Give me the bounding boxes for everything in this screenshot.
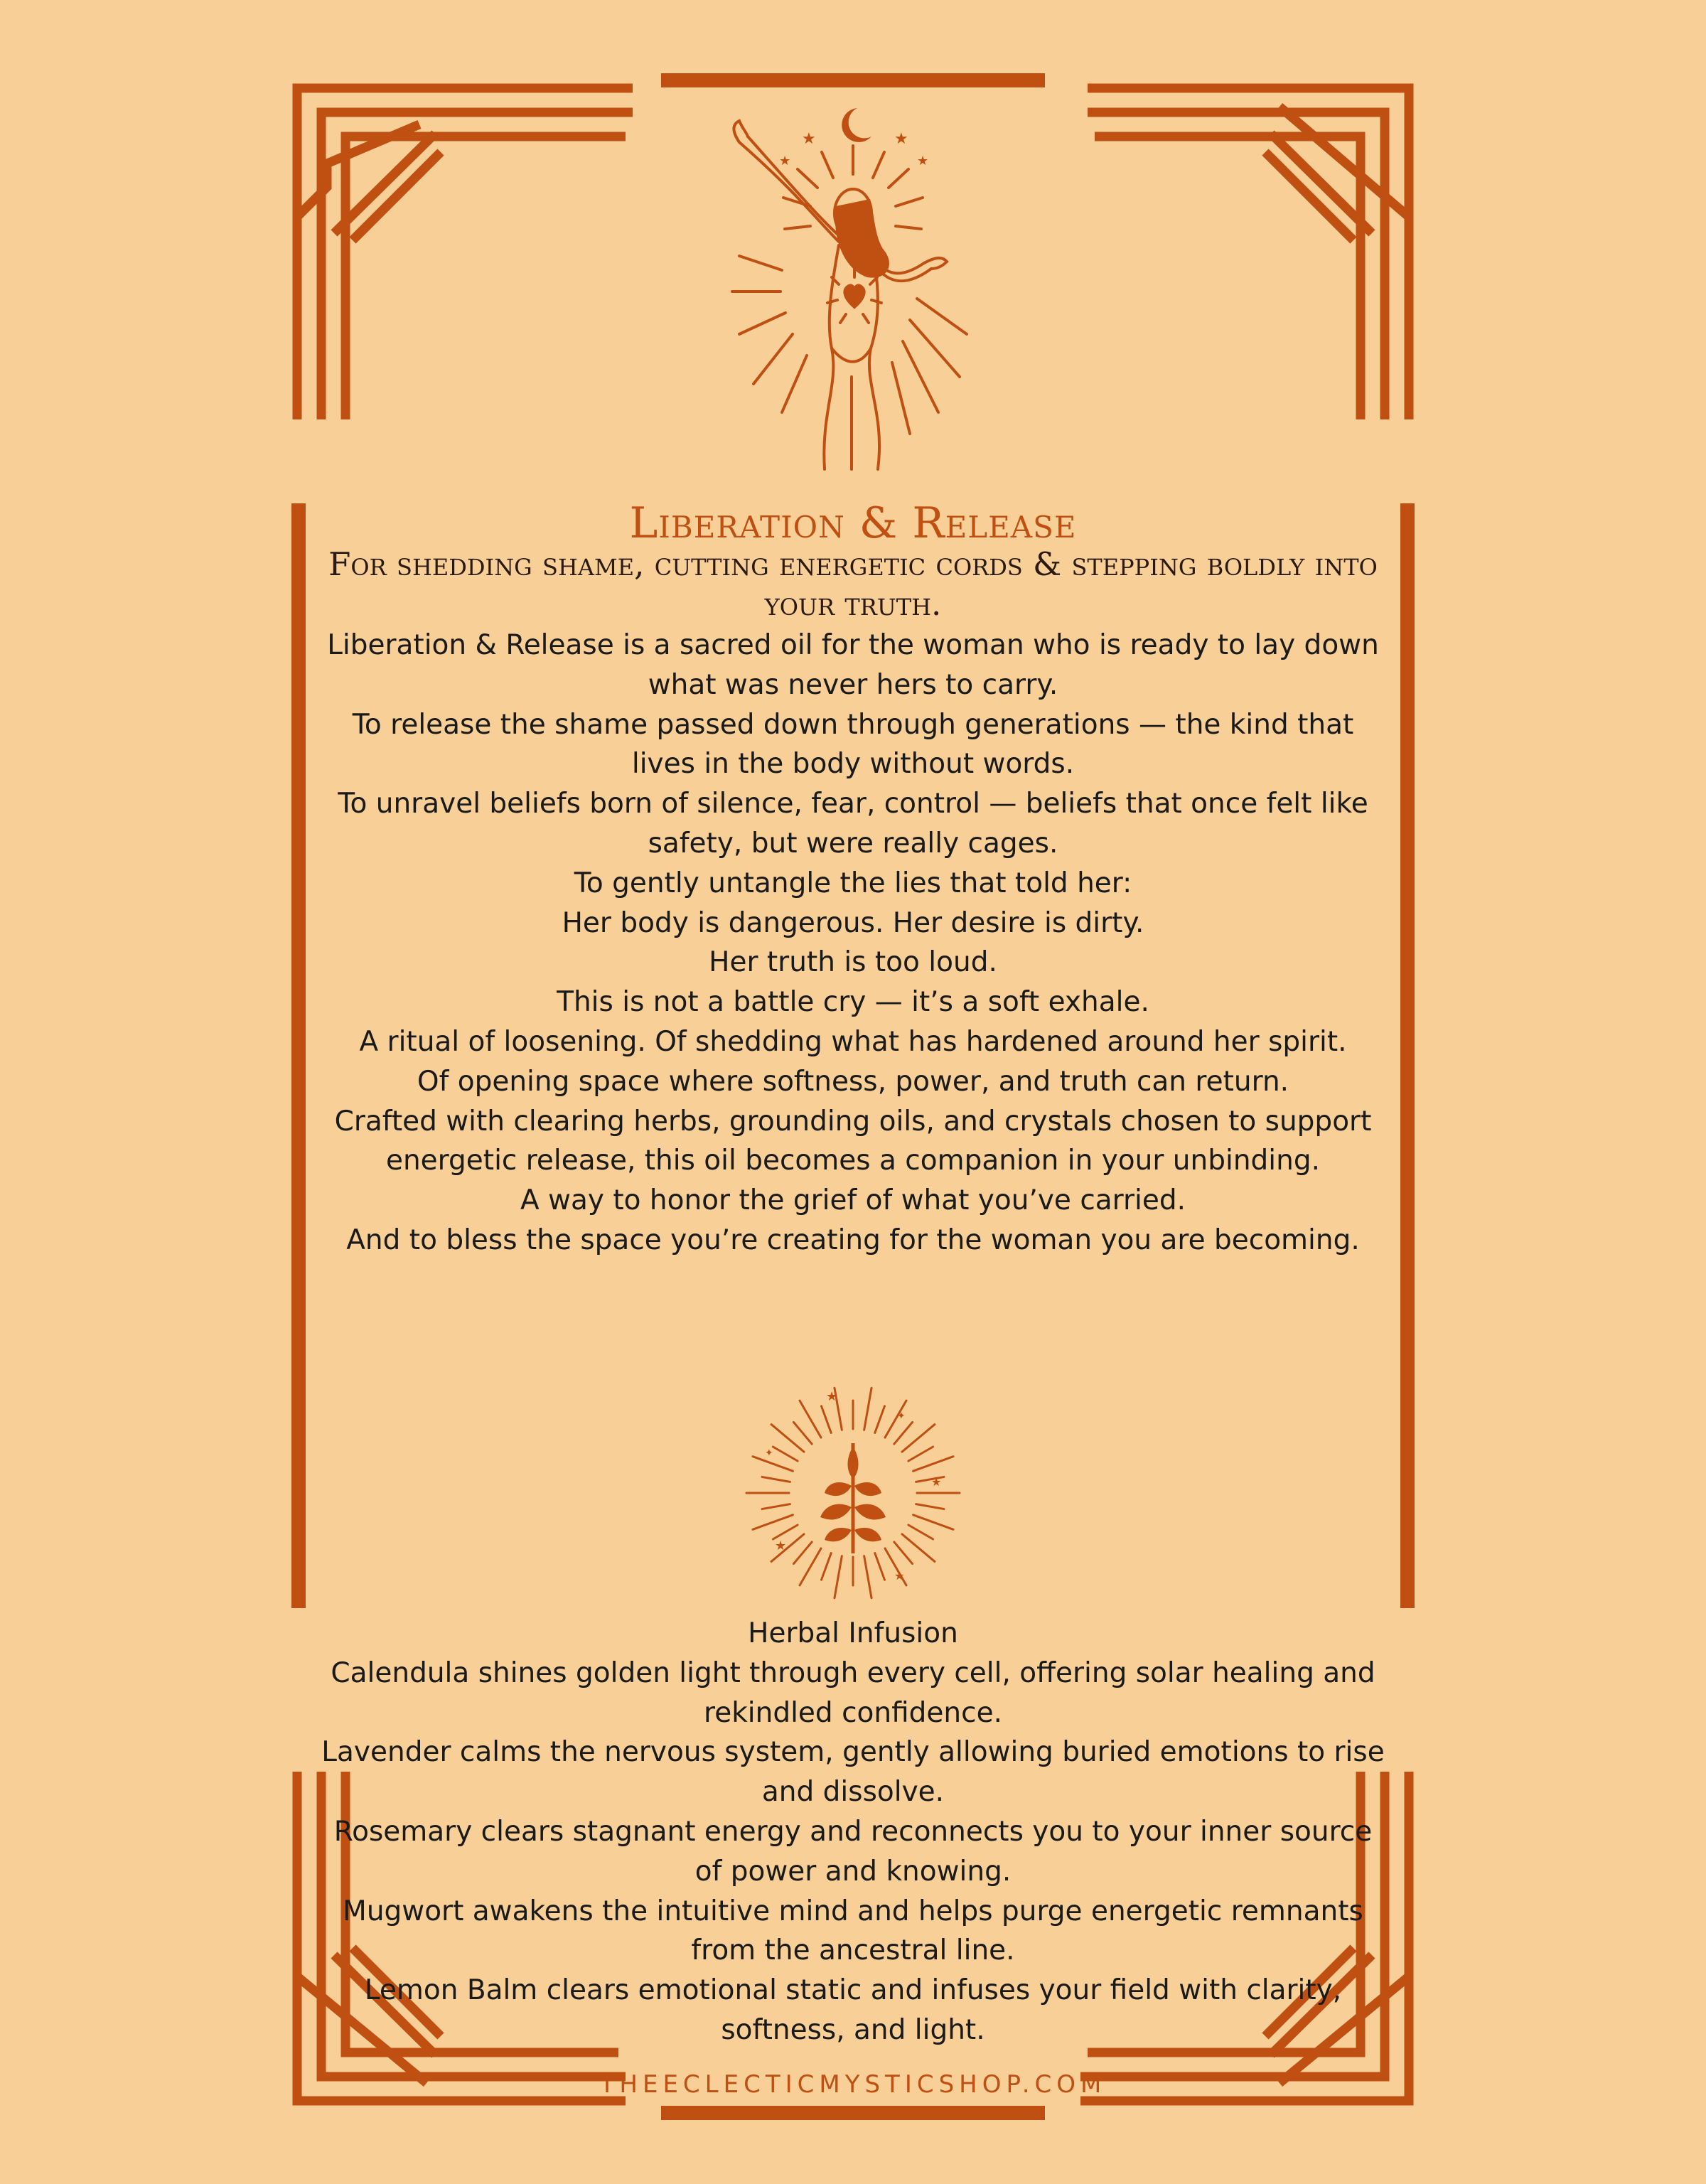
sunburst-ray [753, 1515, 793, 1530]
paragraph: To unravel beliefs born of silence, fear, control — beliefs that once felt like safety, but were really cages. [338, 788, 1368, 860]
paragraph: This is not a battle cry — it’s a soft exhale. [557, 986, 1149, 1019]
sunburst-ray [793, 1422, 812, 1444]
sunburst-ray [864, 1388, 871, 1430]
sunburst-ray [894, 1542, 913, 1564]
svg-text:✦: ✦ [897, 1410, 906, 1422]
herbal-infusion-section [320, 1614, 1386, 2050]
herb-description: Calendula shines golden light through every cell, offering solar healing and rekindled confidence. [331, 1656, 1375, 1729]
sunburst-ray [773, 1525, 798, 1539]
svg-text:★: ★ [894, 1569, 905, 1583]
svg-text:★: ★ [779, 154, 791, 168]
description-body [320, 626, 1386, 1260]
svg-text:★: ★ [917, 154, 929, 168]
sunburst-ray [875, 1406, 885, 1433]
paragraph: Her truth is too loud. [709, 946, 997, 979]
paragraph: Her body is dangerous. Her desire is dirty. [562, 906, 1144, 939]
sunburst-ray [762, 1477, 790, 1482]
leaf-sprig-icon [739, 1379, 967, 1607]
sunburst-ray [894, 1422, 913, 1444]
paragraph: To release the shame passed down through generations — the kind that lives in the body without words. [352, 708, 1354, 781]
svg-text:★: ★ [931, 1475, 942, 1489]
subtitle: For shedding shame, cutting energetic cords & stepping boldly into your truth. [328, 545, 1378, 623]
sunburst-ray [908, 1447, 933, 1461]
sunburst-ray [773, 1447, 798, 1461]
crescent-moon-icon [842, 108, 871, 142]
sunburst-ray [762, 1504, 790, 1509]
sunburst-ray [913, 1457, 953, 1472]
sunburst-ray [908, 1525, 933, 1539]
sunburst-ray [916, 1504, 944, 1509]
paragraph: Of opening space where softness, power, and truth can return. [417, 1065, 1289, 1098]
sunburst-ray [875, 1553, 885, 1580]
paragraph: And to bless the space you’re creating for the woman you are becoming. [346, 1224, 1360, 1256]
herb-description: Rosemary clears stagnant energy and reconnects you to your inner source of power and knowing. [333, 1815, 1373, 1888]
section-heading: Herbal Infusion [748, 1617, 958, 1649]
body-rays [732, 256, 967, 434]
paragraph: Crafted with clearing herbs, grounding oils, and crystals chosen to support energetic release, this oil becomes a companion in your unbinding. [334, 1105, 1372, 1177]
sunburst-ray [835, 1556, 842, 1598]
corner-ornament-top-left [297, 88, 633, 419]
sunburst-ray [822, 1406, 832, 1433]
herb-description: Lemon Balm clears emotional static and infuses your field with clarity, softness, and light. [364, 1974, 1342, 2046]
svg-text:★: ★ [826, 1389, 838, 1404]
paragraph: Liberation & Release is a sacred oil for the woman who is ready to lay down what was never hers to carry. [327, 629, 1379, 701]
paragraph: A ritual of loosening. Of shedding what has hardened around her spirit. [359, 1025, 1347, 1058]
svg-text:✦: ✦ [765, 1447, 773, 1459]
sunburst-ray [822, 1553, 832, 1580]
herb-description: Lavender calms the nervous system, gently allowing buried emotions to rise and dissolve. [321, 1736, 1385, 1809]
svg-text:★: ★ [894, 130, 908, 148]
sunburst-ray [913, 1515, 953, 1530]
website-url: THEECLECTICMYSTICSHOP.COM [599, 2070, 1107, 2099]
svg-text:★: ★ [775, 1538, 787, 1553]
paragraph: To gently untangle the lies that told her: [574, 867, 1132, 899]
page-title: Liberation & Release [629, 498, 1077, 548]
sunburst-ray [864, 1556, 871, 1598]
corner-ornament-top-right [1088, 88, 1409, 419]
svg-text:★: ★ [802, 130, 816, 148]
sunburst-ray [793, 1542, 812, 1564]
heart-icon [844, 285, 864, 307]
goddess-illustration [697, 100, 1009, 512]
paragraph: A way to honor the grief of what you’ve carried. [520, 1184, 1186, 1217]
herb-description: Mugwort awakens the intuitive mind and helps purge energetic remnants from the ancestral line. [343, 1895, 1363, 1967]
